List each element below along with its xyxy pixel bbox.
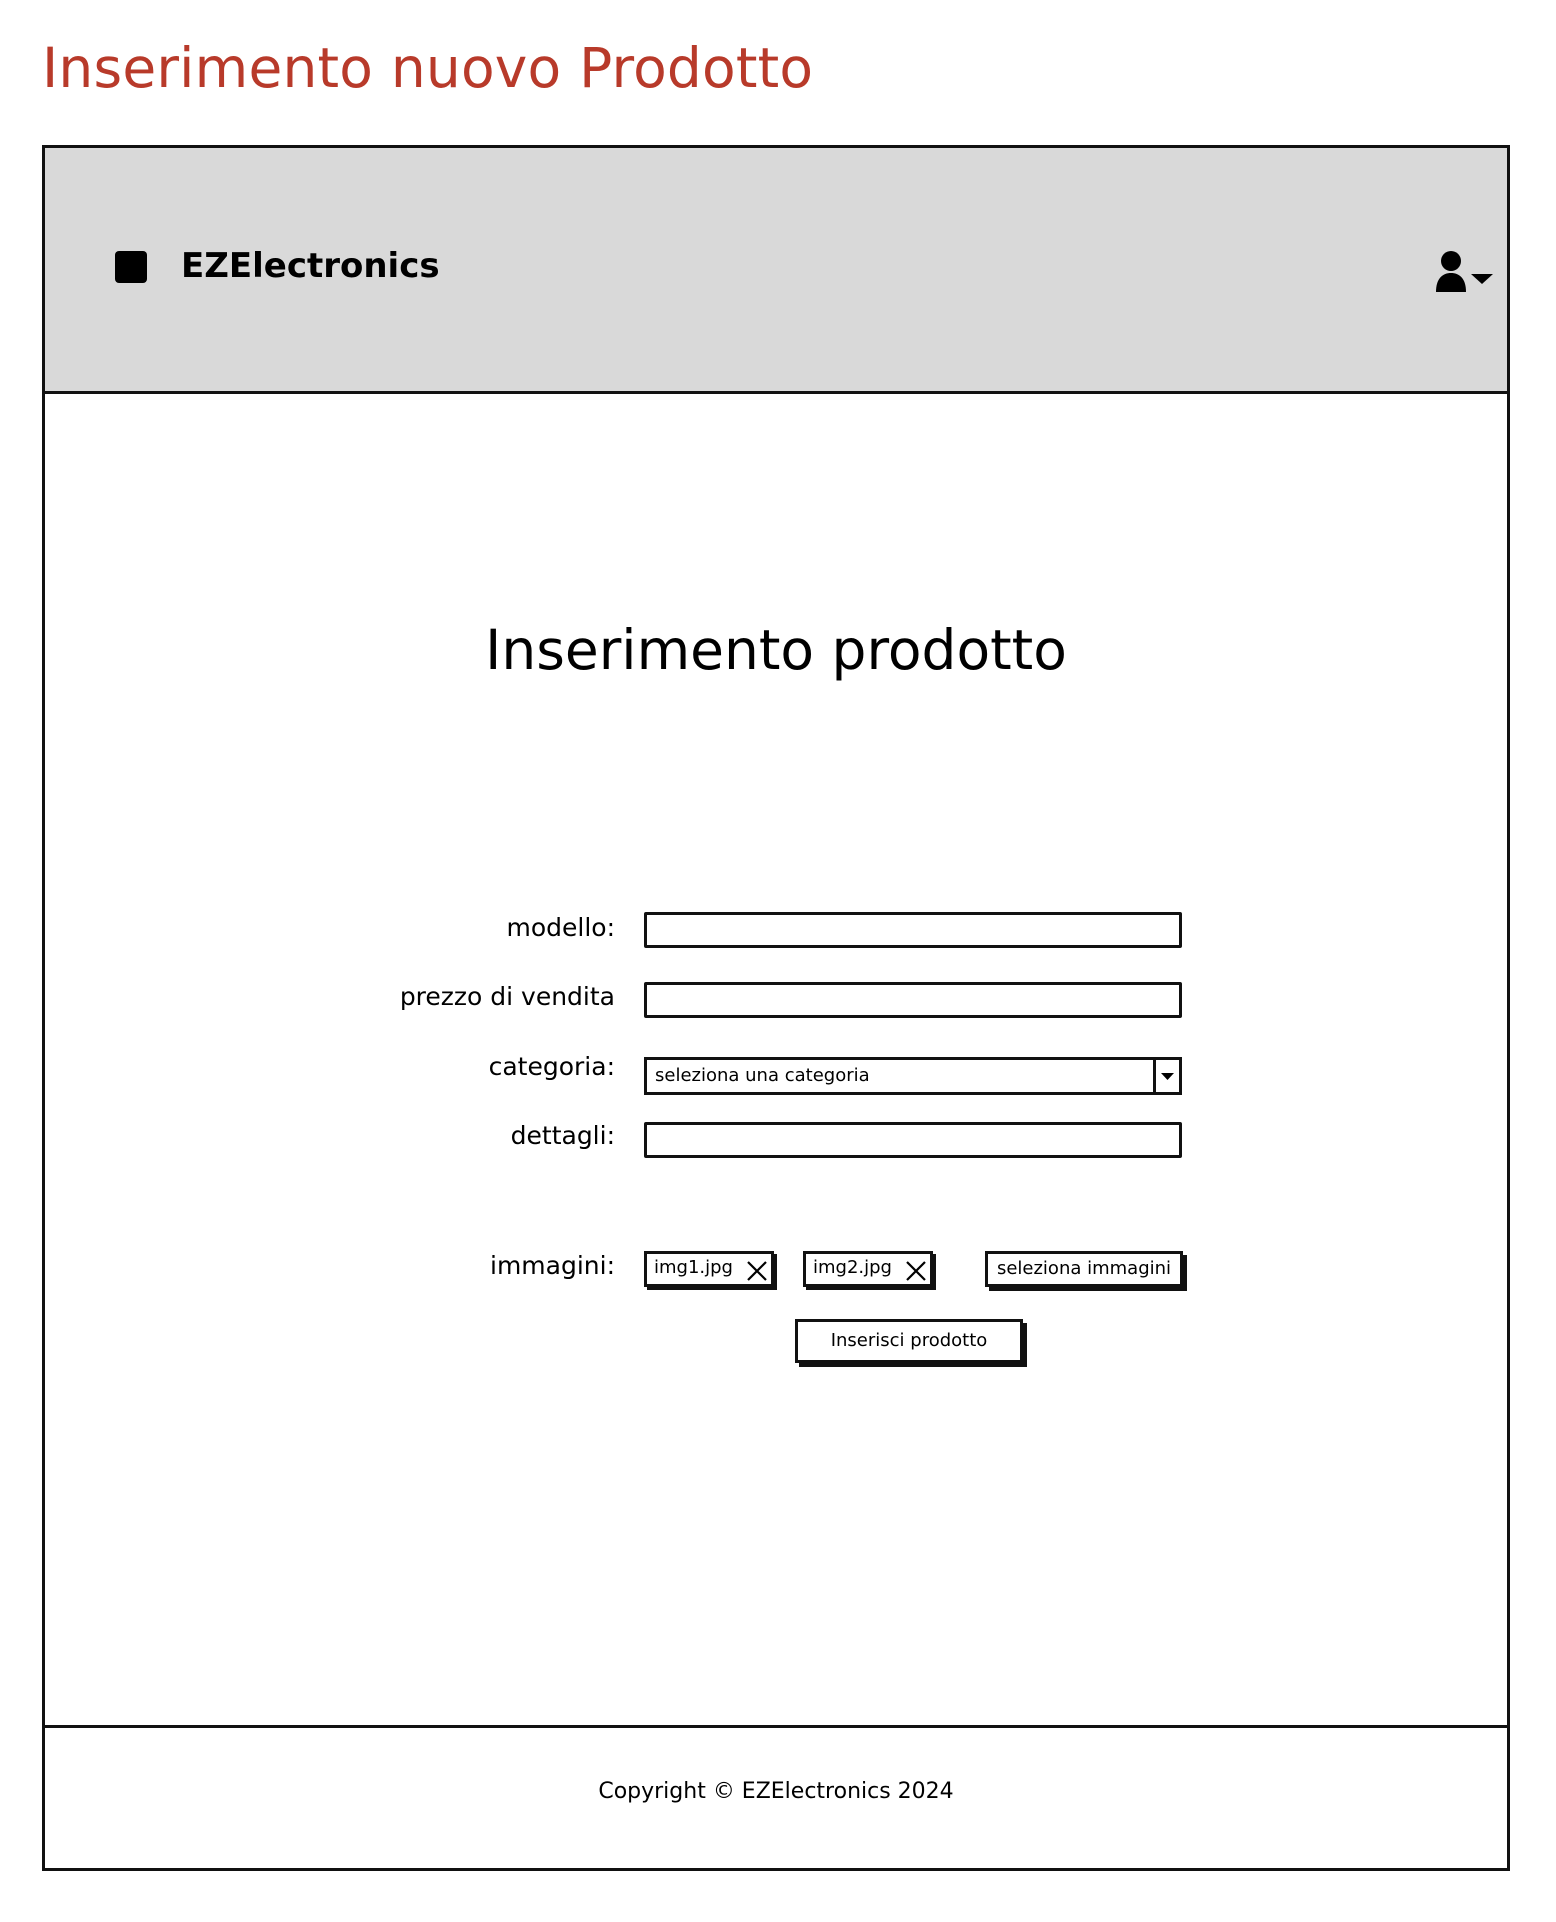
chevron-down-icon <box>1156 1060 1179 1092</box>
model-input[interactable] <box>644 912 1182 948</box>
square-logo-icon[interactable] <box>115 251 147 283</box>
model-label: modello: <box>506 913 615 942</box>
top-navbar <box>45 148 1507 394</box>
user-icon <box>1435 250 1505 294</box>
close-icon[interactable] <box>745 1259 769 1283</box>
price-input[interactable] <box>644 982 1182 1018</box>
page-title: Inserimento prodotto <box>485 618 1067 682</box>
insert-product-button[interactable]: Inserisci prodotto <box>795 1319 1023 1363</box>
copyright-text: Copyright © EZElectronics 2024 <box>598 1779 954 1804</box>
page-heading: Inserimento nuovo Prodotto <box>42 36 814 100</box>
caret-down-icon <box>1471 274 1493 284</box>
images-label: immagini: <box>490 1251 615 1280</box>
details-input[interactable] <box>644 1122 1182 1158</box>
category-label: categoria: <box>488 1052 615 1081</box>
select-images-button[interactable]: seleziona immagini <box>985 1251 1183 1287</box>
footer-divider <box>45 1725 1507 1728</box>
image-chip <box>803 1251 933 1287</box>
image-chip <box>644 1251 774 1287</box>
app-window <box>42 145 1510 1871</box>
details-label: dettagli: <box>510 1121 615 1150</box>
category-select[interactable] <box>644 1057 1182 1095</box>
close-icon[interactable] <box>904 1259 928 1283</box>
price-label: prezzo di vendita <box>399 982 615 1011</box>
user-menu-button[interactable] <box>1435 250 1505 294</box>
select-arrow-button[interactable] <box>1153 1060 1179 1092</box>
brand-name[interactable]: EZElectronics <box>181 246 440 286</box>
image-file-name: img2.jpg <box>813 1257 892 1278</box>
category-selected-value: seleziona una categoria <box>655 1065 870 1086</box>
image-file-name: img1.jpg <box>654 1257 733 1278</box>
